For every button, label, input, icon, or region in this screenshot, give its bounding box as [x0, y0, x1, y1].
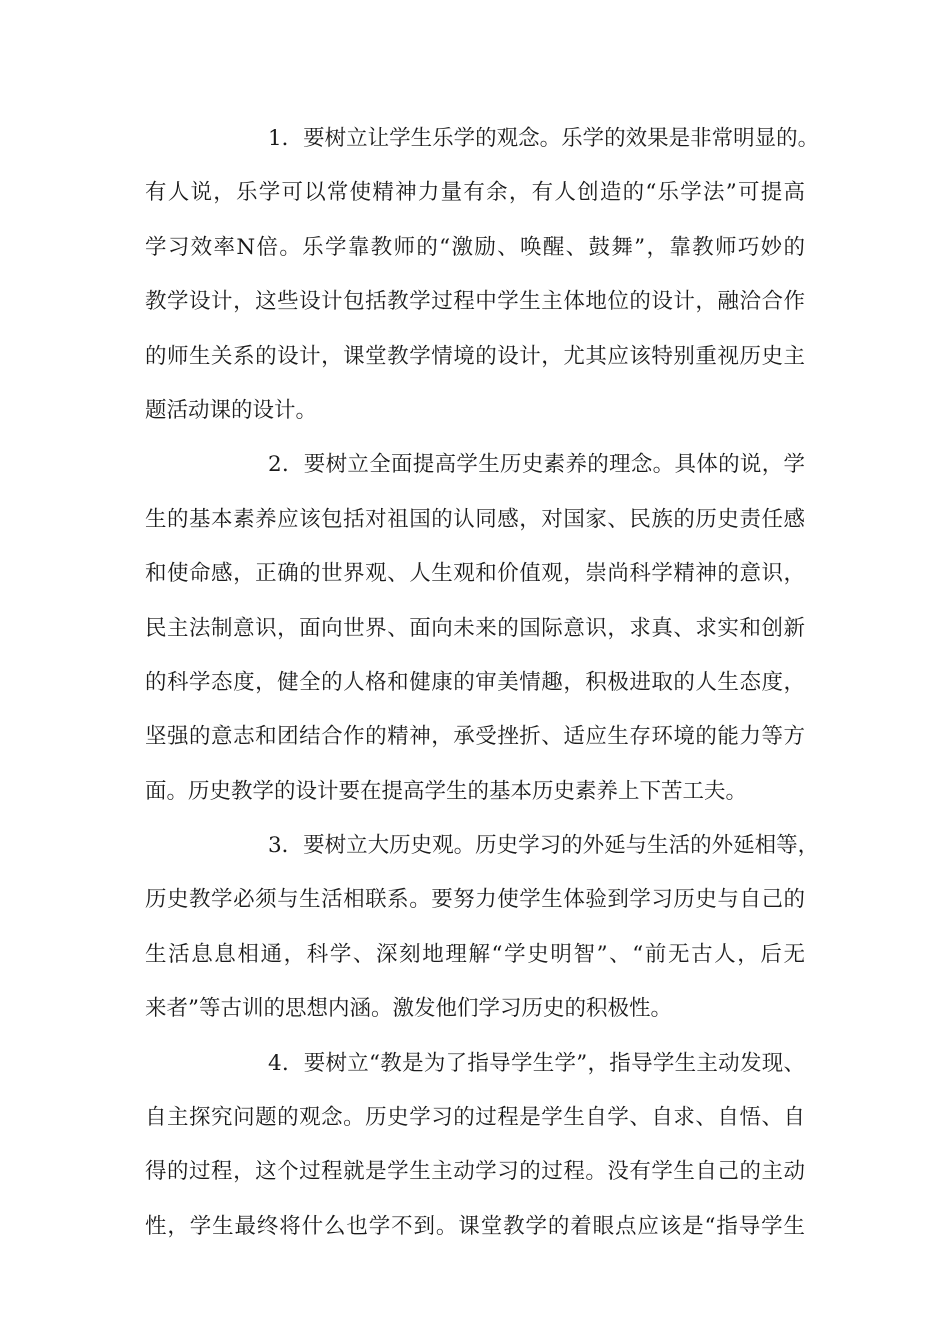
paragraph-line: 1．要树立让学生乐学的观念。乐学的效果是非常明显的。: [268, 126, 820, 151]
paragraph-line: 面。历史教学的设计要在提高学生的基本历史素养上下苦工夫。: [145, 778, 748, 804]
paragraph-line: 坚强的意志和团结合作的精神，承受挫折、适应生存环境的能力等方: [145, 724, 805, 750]
paragraph-line: 性，学生最终将什么也学不到。课堂教学的着眼点应该是“指导学生: [145, 1213, 805, 1239]
paragraph-line: 题活动课的设计。: [145, 397, 318, 423]
paragraph-line: 民主法制意识，面向世界、面向未来的国际意识，求真、求实和创新: [145, 615, 805, 641]
paragraph-line: 4．要树立“教是为了指导学生学”，指导学生主动发现、: [268, 1050, 805, 1076]
paragraph-line: 的科学态度，健全的人格和健康的审美情趣，积极进取的人生态度，: [145, 669, 805, 695]
paragraph-line: 来者”等古训的思想内涵。激发他们学习历史的积极性。: [145, 996, 672, 1022]
paragraph-line: 2．要树立全面提高学生历史素养的理念。具体的说，学: [268, 452, 805, 478]
paragraph-line: 自主探究问题的观念。历史学习的过程是学生自学、自求、自悟、自: [145, 1105, 805, 1131]
paragraph-line: 得的过程，这个过程就是学生主动学习的过程。没有学生自己的主动: [145, 1159, 805, 1185]
paragraph-line: 生的基本素养应该包括对祖国的认同感，对国家、民族的历史责任感: [145, 506, 805, 532]
paragraph-2: [145, 438, 805, 819]
paragraph-line: 和使命感，正确的世界观、人生观和价值观，崇尚科学精神的意识，: [145, 561, 805, 587]
paragraph-line: 的师生关系的设计，课堂教学情境的设计，尤其应该特别重视历史主: [145, 343, 805, 369]
paragraph-line: 学习效率N倍。乐学靠教师的“激励、唤醒、鼓舞”，靠教师巧妙的: [145, 234, 805, 260]
paragraph-1: [145, 112, 820, 438]
paragraph-line: 有人说，乐学可以常使精神力量有余，有人创造的“乐学法”可提高: [145, 180, 805, 206]
paragraph-3: [145, 819, 820, 1037]
paragraph-4: [145, 1037, 805, 1255]
paragraph-line: 生活息息相通，科学、深刻地理解“学史明智”、“前无古人，后无: [145, 941, 805, 967]
document-page: [145, 112, 820, 1254]
paragraph-line: 教学设计，这些设计包括教学过程中学生主体地位的设计，融洽合作: [145, 289, 805, 315]
paragraph-line: 3．要树立大历史观。历史学习的外延与生活的外延相等，: [268, 833, 820, 859]
paragraph-line: 历史教学必须与生活相联系。要努力使学生体验到学习历史与自己的: [145, 887, 805, 913]
